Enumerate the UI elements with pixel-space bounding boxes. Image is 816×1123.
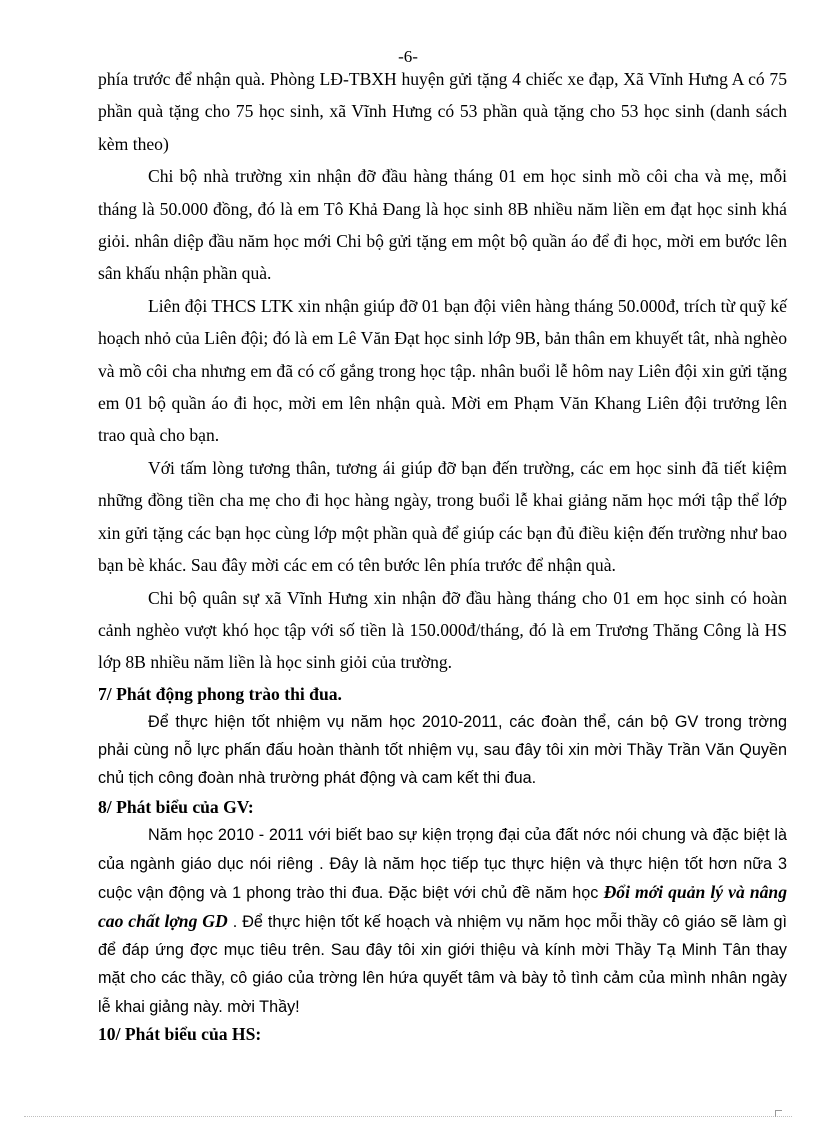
paragraph: Chi bộ quân sự xã Vĩnh Hưng xin nhận đỡ đầu hàng tháng cho 01 em học sinh có hoàn cảnh nghèo vượt khó học tập với số tiền là 150.000đ/tháng, đó là em Trương Thăng Công là HS lớp 8B nhiều năm liền là học sinh giỏi của trường.	[98, 587, 787, 673]
sans-block	[98, 821, 787, 1020]
paragraph: Chi bộ nhà trường xin nhận đỡ đầu hàng tháng 01 em học sinh mồ côi cha và mẹ, mỗi tháng là 50.000 đồng, đó là em Tô Khả Đang là học sinh 8B nhiều năm liền em đạt học sinh khá giỏi. nhân diệp đầu năm học mới Chi bộ gửi tặng em một bộ quần áo để đi học, mời em bước lên sân khấu nhận phần quà.	[98, 166, 787, 284]
emphasized-topic: Đổi mới quản lý và nâng cao chất lợng GD	[98, 881, 787, 931]
paragraph-text: . Để thực hiện tốt kế hoạch và nhiệm vụ năm học mỗi thầy cô giáo sẽ làm gì để đáp ứng đợc mục tiêu trên. Sau đây tôi xin giới thiệu và kính mời Thầy Tạ Minh Tân thay mặt cho các thầy, cô giáo của trờng lên hứa quyết tâm và bày tỏ tình cảm của mình nhân ngày lễ khai giảng này. mời Thầy!	[98, 912, 787, 1016]
page-bottom-border	[24, 1116, 792, 1117]
paragraph: Liên đội THCS LTK xin nhận giúp đỡ 01 bạn đội viên hàng tháng 50.000đ, trích từ quỹ kế hoạch nhỏ của Liên đội; đó là em Lê Văn Đạt học sinh lớp 9B, bản thân em khuyết tât, nhà nghèo và mồ côi cha nhưng em đã có cố gắng trong học tập. nhân buổi lễ hôm nay Liên đội xin gửi tặng em 01 bộ quần áo đi học, mời em lên nhận quà. Mời em Phạm Văn Khang Liên đội trưởng lên trao quà cho bạn.	[98, 295, 787, 446]
paragraph: Để thực hiện tốt nhiệm vụ năm học 2010-2011, các đoàn thể, cán bộ GV trong trờng phải cùng nỗ lực phấn đấu hoàn thành tốt nhiệm vụ, sau đây tôi xin mời Thầy Trần Văn Quyền chủ tịch công đoàn nhà trường phát động và cam kết thi đua.	[98, 712, 787, 788]
document-body	[98, 63, 787, 1048]
paragraph: Với tấm lòng tương thân, tương ái giúp đỡ bạn đến trường, các em học sinh đã tiết kiệm những đồng tiền cha mẹ cho đi học hàng ngày, trong buổi lễ khai giảng năm học mới tập thể lớp xin gửi tặng các bạn học cùng lớp một phần quà để giúp các bạn đủ điều kiện đến trường như bao bạn bè khác. Sau đây mời các em có tên bước lên phía trước để nhận quà.	[98, 457, 787, 576]
section-heading: 10/ Phát biểu của HS:	[98, 1023, 262, 1044]
sans-block	[98, 708, 787, 793]
paragraph-text: Năm học 2010 - 2011 với biết bao sự kiện trọng đại của đất nớc nói chung và đặc biệt là của ngành giáo dục nói riêng . Đây là năm học tiếp tục thực hiện và thực hiện tốt hơn nữa 3 cuộc vận động và 1 phong trào thi đua. Đặc biệt với chủ đề năm học	[98, 826, 787, 902]
paragraph: phía trước để nhận quà. Phòng LĐ-TBXH huyện gửi tặng 4 chiếc xe đạp, Xã Vĩnh Hưng A có 75 phần quà tặng cho 75 học sinh, xã Vĩnh Hưng có 53 phần quà tặng cho 53 học sinh (danh sách kèm theo)	[98, 69, 787, 154]
section-heading: 7/ Phát động phong trào thi đua.	[98, 683, 342, 704]
section-heading: 8/ Phát biểu của GV:	[98, 797, 254, 818]
page-number: -6-	[398, 47, 418, 66]
page-corner-mark	[775, 1110, 782, 1117]
paragraph	[98, 821, 787, 1020]
